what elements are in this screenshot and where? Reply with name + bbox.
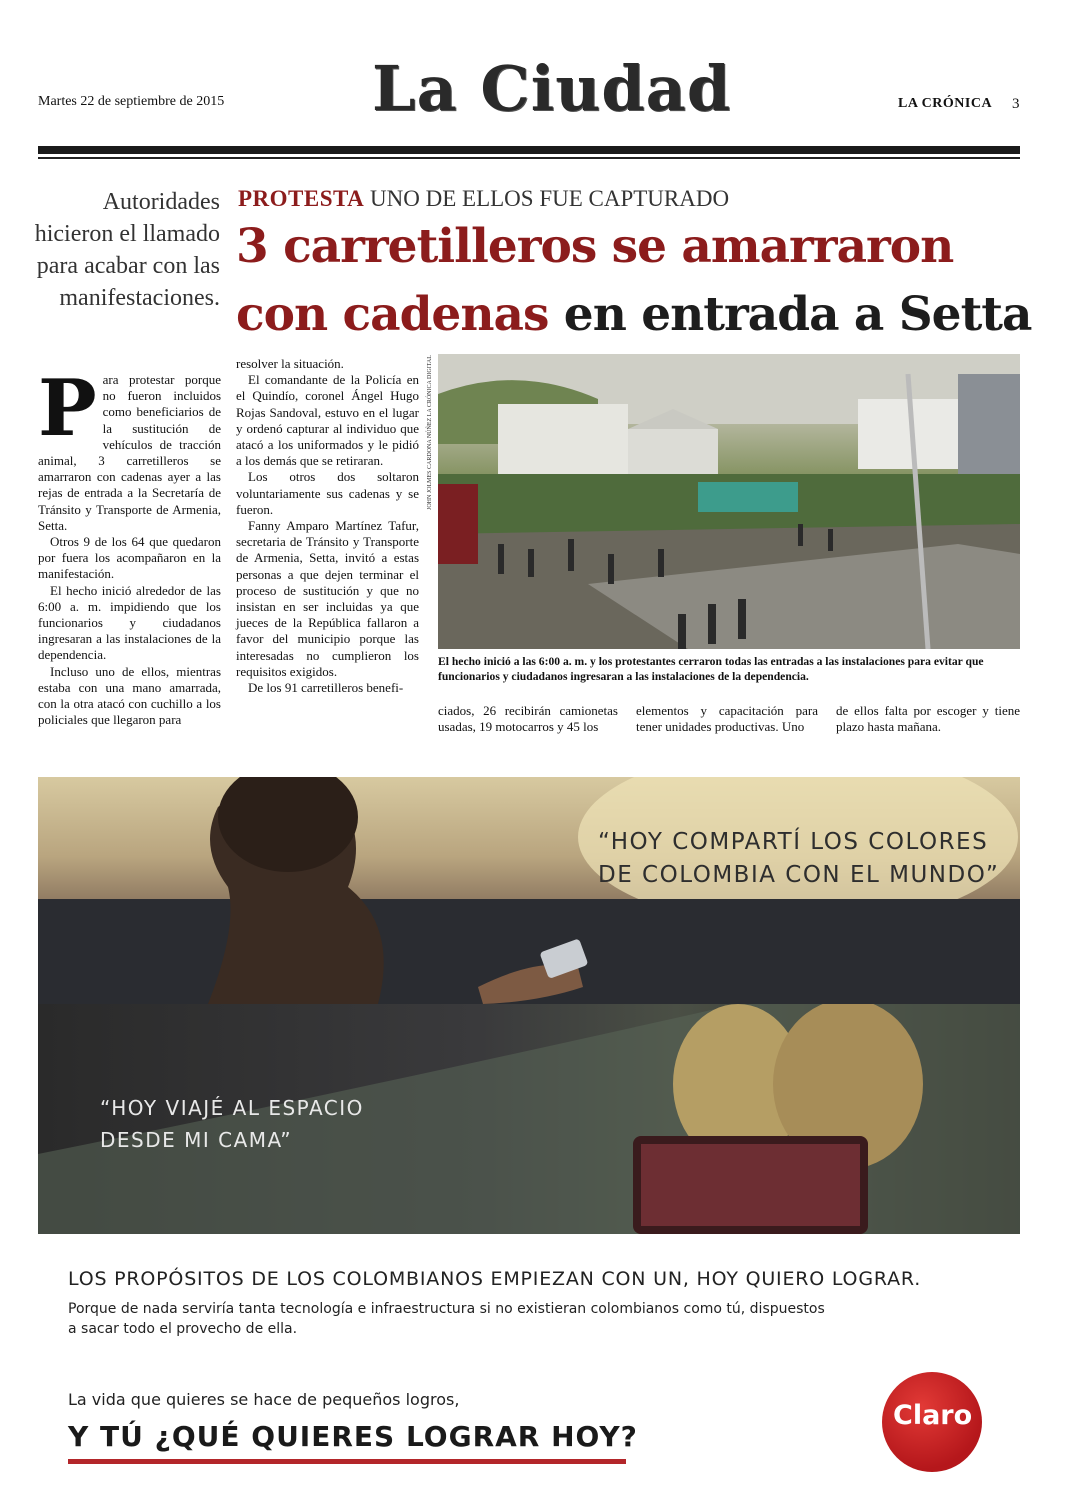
article-column-3 — [438, 703, 618, 735]
paragraph: Los otros dos soltaron voluntariamente sus cadenas y se fueron. — [236, 469, 419, 517]
photo-illustration — [438, 354, 1020, 649]
ad-quote-2-line-2: DESDE MI CAMA” — [100, 1128, 293, 1152]
paragraph: Incluso uno de ellos, mientras estaba con una mano amarrada, con la otra atacó con cuchillo a los policiales que llegaron para — [38, 663, 221, 728]
photo-caption: El hecho inició a las 6:00 a. m. y los protestantes cerraron todas las entradas a las instalaciones para evitar que funcionarios y ciudadanos ingresaran a las instalaciones de la dependencia. — [438, 655, 984, 683]
ad-quote-1-line-1: “HOY COMPARTÍ LOS COLORES — [598, 829, 989, 855]
ad-quote-2-line-1: “HOY VIAJÉ AL ESPACIO — [100, 1096, 364, 1120]
paragraph: Otros 9 de los 64 que quedaron por fuera los acompañaron en la manifestación. — [38, 534, 221, 582]
ad-headline: LOS PROPÓSITOS DE LOS COLOMBIANOS EMPIEZAN CON UN, HOY QUIERO LOGRAR. — [68, 1268, 922, 1290]
drop-cap: P — [38, 363, 97, 454]
ad-body-line-1: Porque de nada serviría tanta tecnología e infraestructura si no existieran colombianos como tú, dispuestos — [68, 1301, 825, 1317]
headline-red-part: con cadenas — [236, 287, 549, 342]
paragraph: De los 91 carretilleros benefi- — [248, 680, 404, 696]
photo-credit: JOHN JOLMES CARDONA NÚÑEZ LA CRÓNICA DIGITAL — [427, 355, 433, 510]
paragraph: elementos y capacitación para tener unidades productivas. Uno — [636, 703, 818, 735]
headline-black-part: en entrada a Setta — [548, 287, 1032, 342]
ad-quote-1-line-2: DE COLOMBIA CON EL MUNDO” — [598, 862, 1000, 888]
issue-date: Martes 22 de septiembre de 2015 — [38, 94, 225, 109]
section-title: La Ciudad — [372, 52, 732, 125]
paragraph: ara protestar porque no fueron incluidos como beneficiarios de la sustitución de vehículos de tracción animal, 3 carretilleros se amarraron con cadenas ayer a las rejas de entrada a la Secretaría de Tránsito y Transporte de Armenia, Setta. — [38, 372, 221, 533]
claro-logo-text: Claro — [893, 1400, 973, 1431]
article-column-5 — [836, 703, 1020, 735]
ad-tagline: La vida que quieres se hace de pequeños logros, — [68, 1390, 460, 1409]
page-number: 3 — [1012, 96, 1020, 112]
masthead-rule — [38, 146, 1020, 154]
article-column-1 — [38, 363, 221, 728]
ad-cta-underline — [68, 1459, 626, 1464]
ad-quote-1 — [598, 826, 999, 892]
paragraph: resolver la situación. — [236, 356, 344, 371]
newspaper-brand: LA CRÓNICA — [898, 96, 993, 111]
kicker-label: PROTESTA — [238, 186, 365, 211]
paragraph: El hecho inició alrededor de las 6:00 a. m. impidiendo que los funcionarios y ciudadanos ingresaran a las instalaciones de la dependencia. — [38, 582, 221, 663]
article-column-2 — [236, 356, 419, 696]
ad-quote-2 — [100, 1092, 364, 1156]
ad-body — [68, 1299, 868, 1339]
ad-cta: Y TÚ ¿QUÉ QUIERES LOGRAR HOY? — [68, 1420, 638, 1453]
headline-line-2 — [236, 288, 1031, 342]
article-deck: Autoridades hicieron el llamado para acabar con las manifestaciones. — [34, 189, 220, 311]
masthead-rule-thin — [38, 157, 1020, 159]
paragraph: ciados, 26 recibirán camionetas usadas, 19 motocarros y 45 los — [438, 703, 618, 735]
headline-line-1: 3 carretilleros se amarraron — [236, 219, 954, 274]
paragraph: El comandante de la Policía en el Quindío, coronel Ángel Hugo Rojas Sandoval, estuvo en el lugar y ordenó capturar al individuo que atacó a los uniformados y le pidió a los demás que se retiraran. — [236, 372, 419, 469]
kicker-text: UNO DE ELLOS FUE CAPTURADO — [364, 186, 730, 211]
article-kicker — [238, 186, 729, 212]
news-photo — [438, 354, 1020, 649]
ad-body-line-2: a sacar todo el provecho de ella. — [68, 1321, 298, 1337]
paragraph: de ellos falta por escoger y tiene plazo hasta mañana. — [836, 703, 1020, 735]
article-column-4 — [636, 703, 818, 735]
paragraph: Fanny Amparo Martínez Tafur, secretaria de Tránsito y Transporte de Armenia, Setta, invitó a estas personas a que dejen terminar el proceso de sustitución y que no insistan en ser incluidas ya que jueces de la República fallaron a favor del municipio porque las interesadas no cumplieron los requisitos exigidos. — [236, 518, 419, 679]
